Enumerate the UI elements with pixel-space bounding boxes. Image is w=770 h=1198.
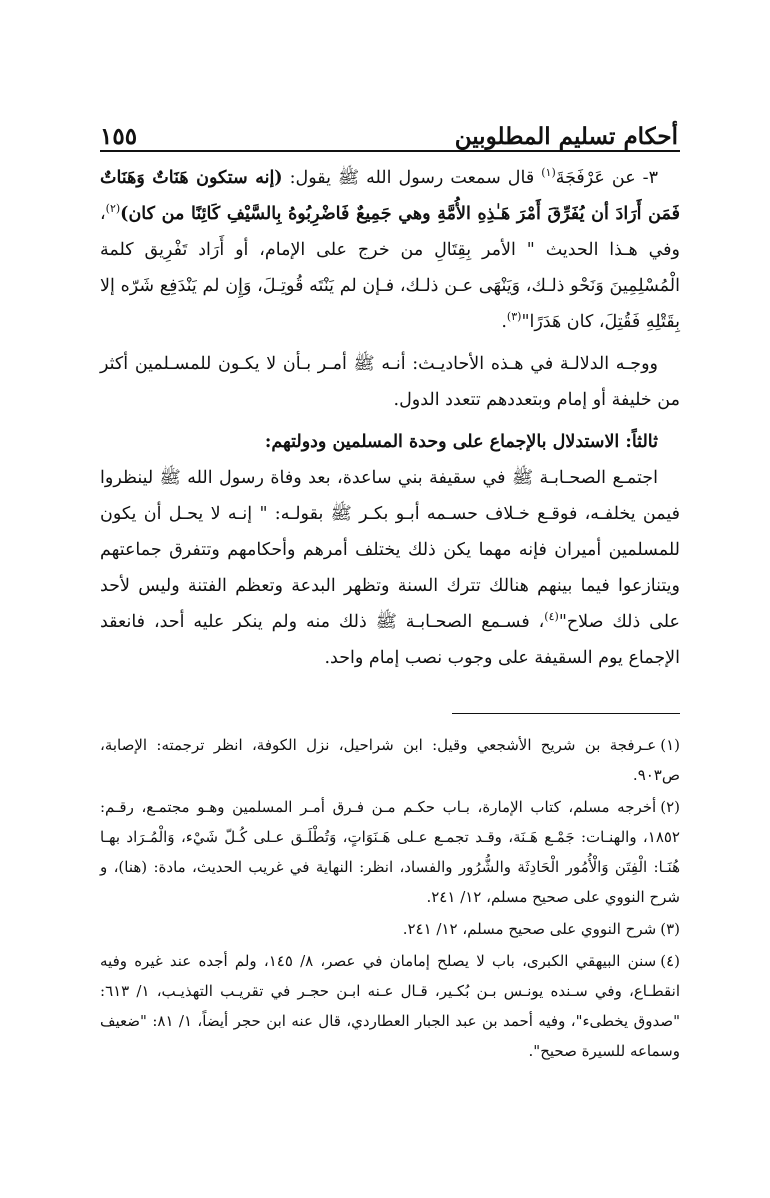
header-divider [100, 150, 680, 152]
header-title: أحكام تسليم المطلوبين [454, 123, 678, 150]
hadith-quote: (إنه ستكون هَنَاتٌ وَهَنَاتٌ فَمَن أَرَادَ أن يُفَرِّقَ أَمْرَ هَـٰذِهِ الأُمَّةِ وهي جَمِيعٌ فَاضْرِبُوهُ بِالسَّيْفِ كَائِنًا من كان) [100, 168, 680, 224]
intro-text: قال سمعت رسول الله ﷺ يقول: [282, 168, 542, 188]
main-text [100, 160, 680, 682]
footnote-marker: (٢) [660, 798, 680, 816]
footnote-item [100, 792, 680, 912]
footnote-item [100, 946, 680, 1066]
footnote-text: أخرجه مسلم، كتاب الإمارة، بـاب حكـم مـن فـرق أمـر المسلمين وهـو مجتمـع، رقـم: ١٨٥٢، والهنـات: جَمْـع هَـنَة، وقـد تجمـع عـلى هَـنَوَاتٍ، وَتُطْلَـق عـلى كُـلّ شَيْء، وَالْمُـرَاد بهـا هُنَـا: الْفِتَن وَالْأُمُور الْحَادِثَة والشُّرُور والفساد، انظر: النهاية في غريب الحديث، مادة: (هنا)، و شرح النووي على صحيح مسلم، ١٢/ ٢٤١. [100, 798, 680, 906]
running-header [100, 112, 678, 148]
footnote-marker: (١) [660, 736, 680, 754]
footnote-item [100, 914, 680, 944]
footnote-text: عـرفجة بن شريح الأشجعي وقيل: ابن شراحيل، نزل الكوفة، انظر ترجمته: الإصابة، ص٩٠٣. [100, 736, 680, 784]
paragraph-evidence: ووجـه الدلالـة في هـذه الأحاديـث: أنـه ﷺ أمـر بـأن لا يكـون للمسـلمين أكثر من خليفة أو إمام وبتعددهم تتعدد الدول. [100, 354, 680, 410]
item-number: ٣- [642, 168, 658, 188]
section-heading: ثالثاً: الاستدلال بالإجماع على وحدة المسلمين ودولتهم: [264, 432, 658, 452]
footnotes [100, 730, 680, 1068]
footnote-item [100, 730, 680, 790]
footnote-text: شرح النووي على صحيح مسلم، ١٢/ ٢٤١. [402, 920, 657, 938]
narrator-text: عن عَرْفَجَةَ [555, 168, 636, 188]
footnote-ref-3[interactable]: (٣) [506, 310, 522, 324]
consensus-text: اجتمـع الصحـابـة ﷺ في سقيفة بني ساعدة، بعد وفاة رسول الله ﷺ لينظروا فيمن يخلفـه، فوقـع خـلاف حسـمه أبـو بكـر ﷺ بقولـه: " إنـه لا يحـل أن يكون للمسلمين أميران فإنه مهما يكن ذلك يختلف أمرهم وأحكامهم وتتفرق جماعتهم ويتنازعوا فيما بينهم هنالك تترك السنة وتظهر البدعة وتعظم الفتنة وليس لأحد على ذلك صلاح" [100, 468, 680, 632]
footnote-divider [452, 713, 680, 714]
footnote-text: سنن البيهقي الكبرى، باب لا يصلح إمامان في عصر، ٨/ ١٤٥، ولم أجده عند غيره وفيه انقطـاع، وفي سـنده يونـس بـن بُكـير، قـال عـنه ابـن حجـر في تقريـب التهذيـب، ١/ ٦١٣: "صدوق يخطىء"، وفيه أحمد بن عبد الجبار العطاردي، قال عنه ابن حجر أيضاً، ١/ ٨١: "ضعيف وسماعه للسيرة صحيح". [100, 952, 680, 1060]
consensus-conclusion: ، فسـمع الصحـابـة ﷺ ذلك منه ولم ينكر عليه أحد، فانعقد الإجماع يوم السقيفة على وجوب نصب إمام واحد. [100, 612, 680, 668]
paragraph-end: . [501, 312, 507, 332]
footnote-ref-4[interactable]: (٤) [544, 610, 559, 624]
paragraph-consensus [100, 460, 680, 676]
footnote-marker: (٤) [660, 952, 680, 970]
footnote-ref-2[interactable]: (٢) [105, 202, 121, 216]
paragraph-hadith [100, 160, 680, 340]
footnote-marker: (٣) [660, 920, 680, 938]
page-number: ١٥٥ [100, 123, 138, 150]
commentary-text: ، وفي هـذا الحديث " الأمر بِقِتَالِ من خرج على الإمام، أو أَرَاد تَفْرِيق كلمة الْمُسْلِمِينَ وَنَحْو ذلـك، وَيَنْهَى عـن ذلـك، فـإن لم يَنْتَه قُوتِـلَ، وَإِن لم يَنْدَفِع شَرّه إلا بِقَتْلِهِ فَقُتِلَ، كان هَدَرًا" [100, 204, 680, 332]
footnote-ref-1[interactable]: (١) [541, 166, 556, 180]
